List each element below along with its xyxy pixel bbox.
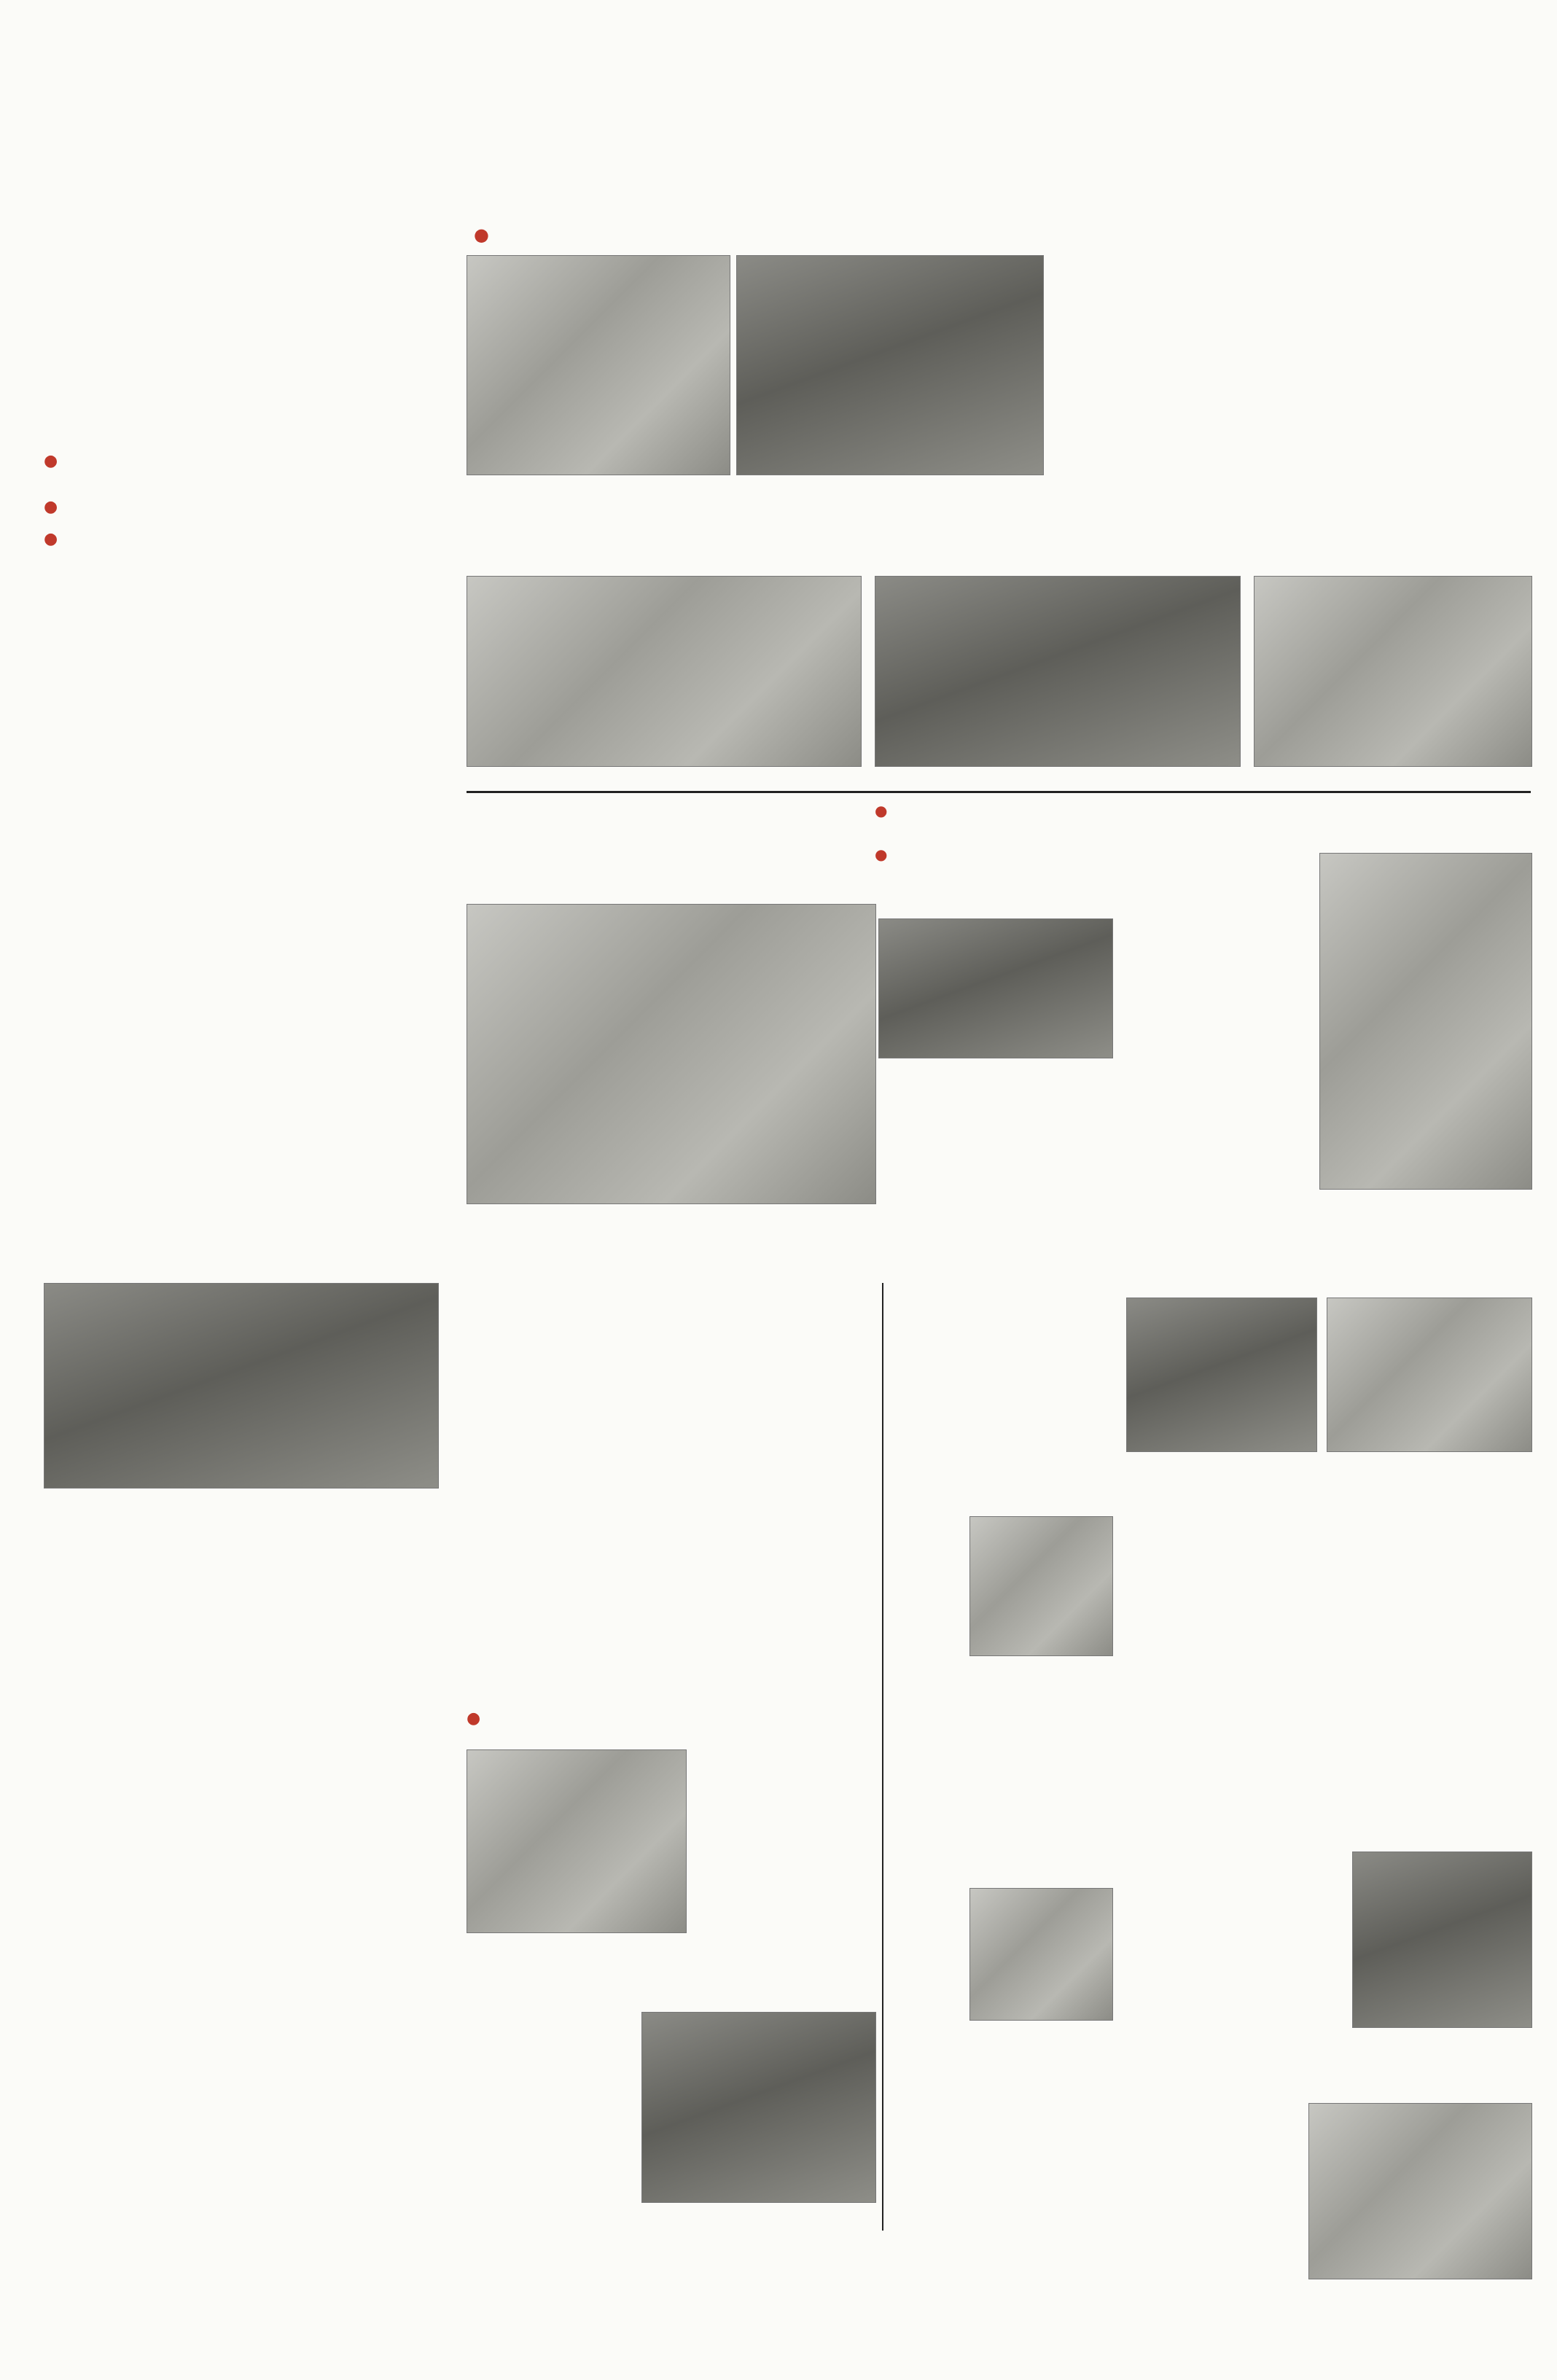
center-bullet-1 [875,802,1137,819]
left-bullet-1 [44,452,452,470]
center-lower-photo [467,1749,687,1933]
col4-portrait-1 [969,1516,1113,1656]
mining-body [467,2012,638,2201]
main-bullet [474,225,838,245]
right-bottom-photo [1308,2103,1532,2279]
right-bottom-body [1126,2103,1301,2293]
polling-station-photo-3 [1254,576,1532,767]
col4-portrait-2 [969,1888,1113,2021]
right-low-body [1126,1852,1345,2012]
congress-body [467,2271,1181,2373]
right-top-body [1290,142,1531,565]
polling-station-photo-2 [875,576,1241,767]
temple-photo [1319,853,1532,1190]
short-news-body-1 [44,1695,875,1782]
right-mid-photo-2 [1327,1298,1532,1452]
section-rule [467,791,1531,793]
right-mid-body [1126,1465,1531,1611]
col4-body-4 [893,2183,1112,2227]
center-photo-left [467,904,876,1204]
right-mid-photo-1 [1126,1298,1317,1452]
column-rule-4 [882,1283,883,2231]
left-bullet-2 [44,498,452,516]
col4-body-1 [893,1323,1112,1469]
center-bullet-2 [875,846,1137,863]
mid-left-photo [44,1283,439,1489]
right-mid2-body [1126,1680,1531,1811]
main-photo-left [467,255,730,475]
left-bullet-3 [44,530,452,548]
mid-left-body [44,1502,875,1647]
center-photo-right [878,918,1113,1058]
short-news-body-2 [44,1808,875,1895]
polling-station-photo-1 [467,576,862,767]
center-lower-bullet [467,1709,875,1728]
center-story-body [467,1232,875,1451]
right-headline-body [1126,853,1316,1232]
mining-photo [641,2012,876,2203]
right-low-photo [1352,1852,1532,2028]
left-story-body [44,599,452,1201]
main-photo-right [736,255,1044,475]
